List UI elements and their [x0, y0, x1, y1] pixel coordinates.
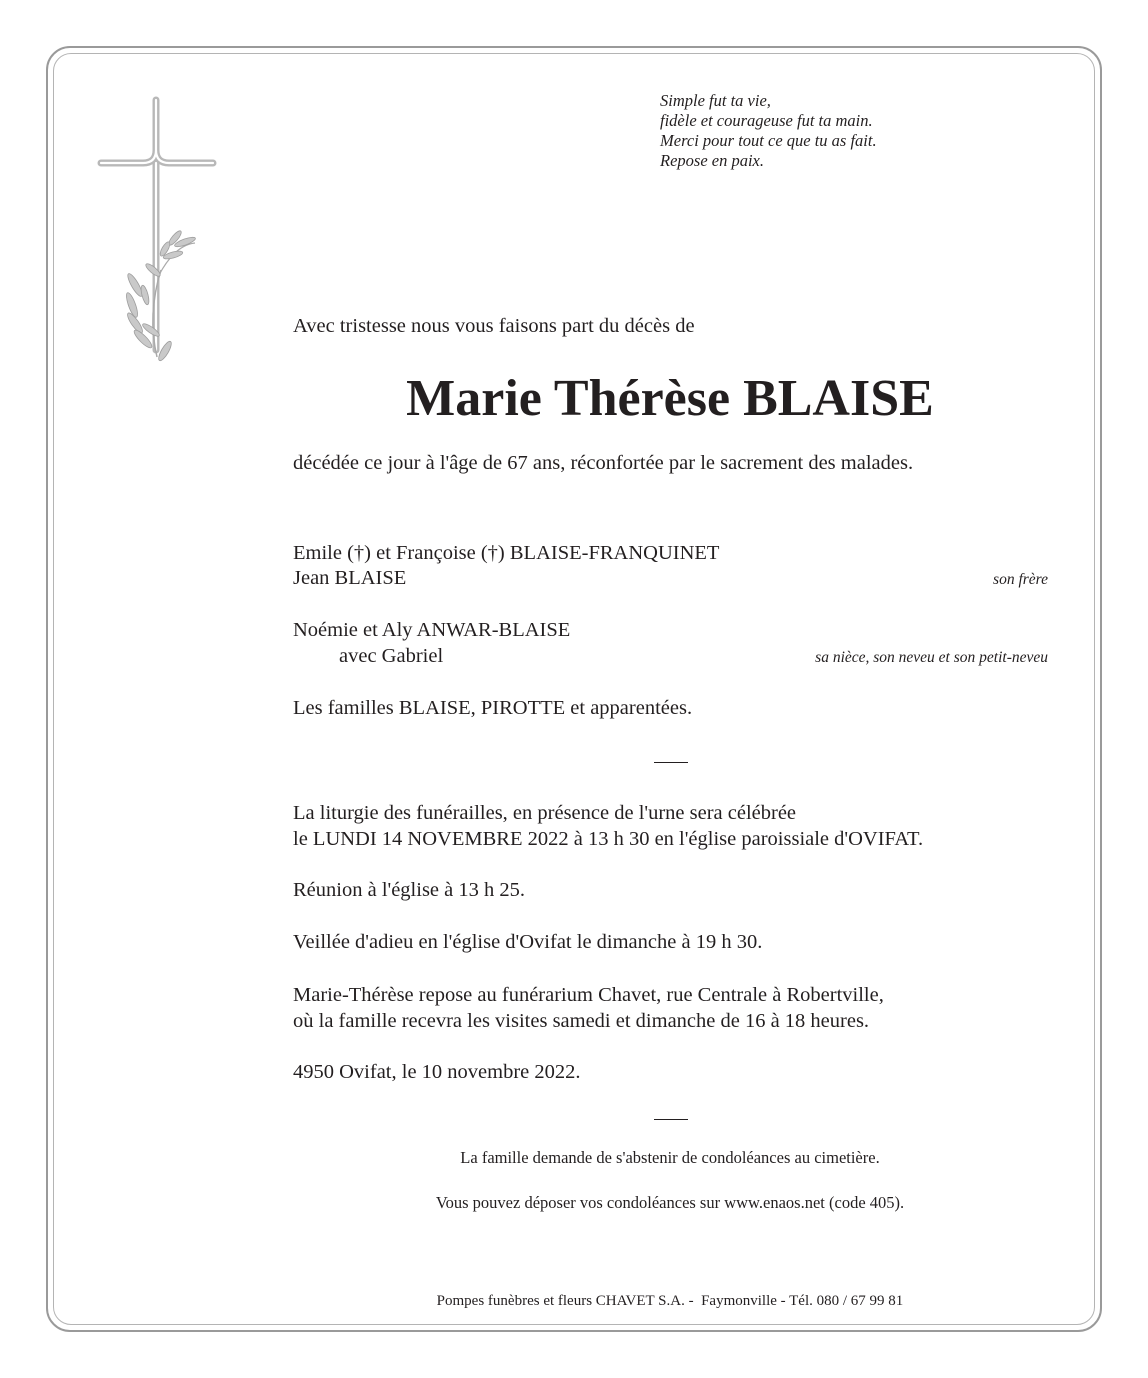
- funeral-home-footer: Pompes funèbres et fleurs CHAVET S.A. - Faymonville - Tél. 080 / 67 99 81: [436, 1293, 904, 1309]
- separator: [654, 762, 688, 763]
- families-line: Les familles BLAISE, PIROTTE et apparentées.: [293, 697, 693, 719]
- niece-line: Noémie et Aly ANWAR-BLAISE: [293, 619, 571, 641]
- cemetery-note: La famille demande de s'abstenir de condoléances au cimetière.: [460, 1148, 880, 1167]
- vigil-line: Veillée d'adieu en l'église d'Ovifat le dimanche à 19 h 30.: [293, 931, 763, 953]
- death-details: décédée ce jour à l'âge de 67 ans, réconfortée par le sacrement des malades.: [293, 452, 914, 474]
- place-date: 4950 Ovifat, le 10 novembre 2022.: [293, 1061, 581, 1083]
- separator: [654, 1119, 688, 1120]
- intro-text: Avec tristesse nous vous faisons part du décès de: [293, 315, 695, 337]
- poem-line: Repose en paix.: [660, 151, 765, 170]
- poem-line: fidèle et courageuse fut ta main.: [660, 111, 873, 130]
- poem-line: Merci pour tout ce que tu as fait.: [660, 131, 877, 150]
- poem: [660, 91, 877, 171]
- brother-name: Jean BLAISE: [293, 567, 407, 589]
- poem-line: Simple fut ta vie,: [660, 91, 771, 110]
- rest-line-1: Marie-Thérèse repose au funérarium Chavet, rue Centrale à Robertville,: [293, 984, 884, 1006]
- online-condolences-note: Vous pouvez déposer vos condoléances sur www.enaos.net (code 405).: [435, 1193, 905, 1212]
- brother-relation: son frère: [993, 571, 1048, 588]
- cross-icon: [95, 95, 220, 375]
- parents-line: Emile (†) et Françoise (†) BLAISE-FRANQUINET: [293, 542, 720, 564]
- olive-branch-icon: [124, 229, 196, 362]
- rest-line-2: où la famille recevra les visites samedi et dimanche de 16 à 18 heures.: [293, 1010, 870, 1032]
- liturgy-line-1: La liturgie des funérailles, en présence de l'urne sera célébrée: [293, 802, 797, 824]
- niece-line-2: avec Gabriel: [339, 645, 444, 667]
- deceased-name: Marie Thérèse BLAISE: [406, 370, 934, 427]
- liturgy-line-2: le LUNDI 14 NOVEMBRE 2022 à 13 h 30 en l'église paroissiale d'OVIFAT.: [293, 828, 924, 850]
- meeting-line: Réunion à l'église à 13 h 25.: [293, 879, 525, 901]
- niece-relation: sa nièce, son neveu et son petit-neveu: [815, 649, 1048, 666]
